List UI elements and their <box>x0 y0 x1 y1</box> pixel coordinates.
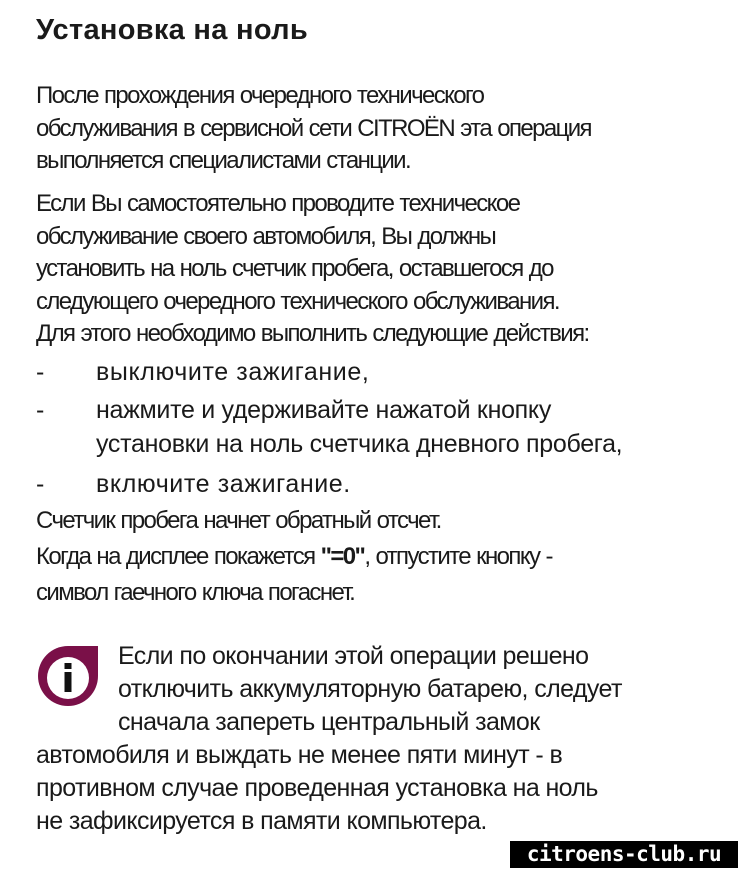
text-line: установить на ноль счетчик пробега, оставшегося до <box>36 255 553 282</box>
text-segment: Когда на дисплее покажется <box>36 543 321 570</box>
note-paragraph <box>36 640 622 838</box>
text-line: символ гаечного ключа погаснет. <box>36 579 355 606</box>
text-line: следующего очередного технического обслуживания. <box>36 287 559 315</box>
text-line: После прохождения очередного технического <box>36 82 484 109</box>
bullet-dash: - <box>36 396 45 424</box>
text-line: Счетчик пробега начнет обратный отсчет. <box>36 507 441 534</box>
text-line <box>36 539 552 575</box>
text-line: не зафиксируется в памяти компьютера. <box>36 807 487 835</box>
text-line: автомобиля и выждать не менее пяти минут - в <box>36 741 563 769</box>
paragraph-intro <box>36 79 591 177</box>
step-text: включите зажигание. <box>96 470 351 498</box>
text-line: обслуживание своего автомобиля, Вы должны <box>36 222 496 250</box>
step-item <box>36 393 622 461</box>
bullet-dash: - <box>36 358 45 386</box>
text-line: выполняется специалистами станции. <box>36 147 411 174</box>
bullet-dash: - <box>36 470 45 498</box>
text-line: Если по окончании этой операции решено <box>118 642 589 670</box>
text-line: противном случае проведенная установка на ноль <box>36 774 598 802</box>
step-item <box>36 467 622 501</box>
step-text: нажмите и удерживайте нажатой кнопку <box>96 396 552 424</box>
steps-list <box>36 355 622 501</box>
paragraph-result <box>36 503 552 611</box>
text-line: отключить аккумуляторную батарею, следует <box>118 675 622 703</box>
step-text: установки на ноль счетчика дневного пробега, <box>96 430 623 458</box>
text-segment: , отпустите кнопку - <box>364 543 552 570</box>
text-line: обслуживания в сервисной сети CITROËN эта операция <box>36 114 591 142</box>
display-value: "=0" <box>320 543 365 570</box>
step-item <box>36 355 622 389</box>
step-text: выключите зажигание, <box>96 358 370 386</box>
paragraph-instructions <box>36 187 589 350</box>
text-line: сначала запереть центральный замок <box>118 708 540 736</box>
text-line: Если Вы самостоятельно проводите техническое <box>36 190 520 217</box>
page-title: Установка на ноль <box>36 14 308 46</box>
text-line: Для этого необходимо выполнить следующие действия: <box>36 320 589 347</box>
watermark: citroens-club.ru <box>510 841 738 868</box>
